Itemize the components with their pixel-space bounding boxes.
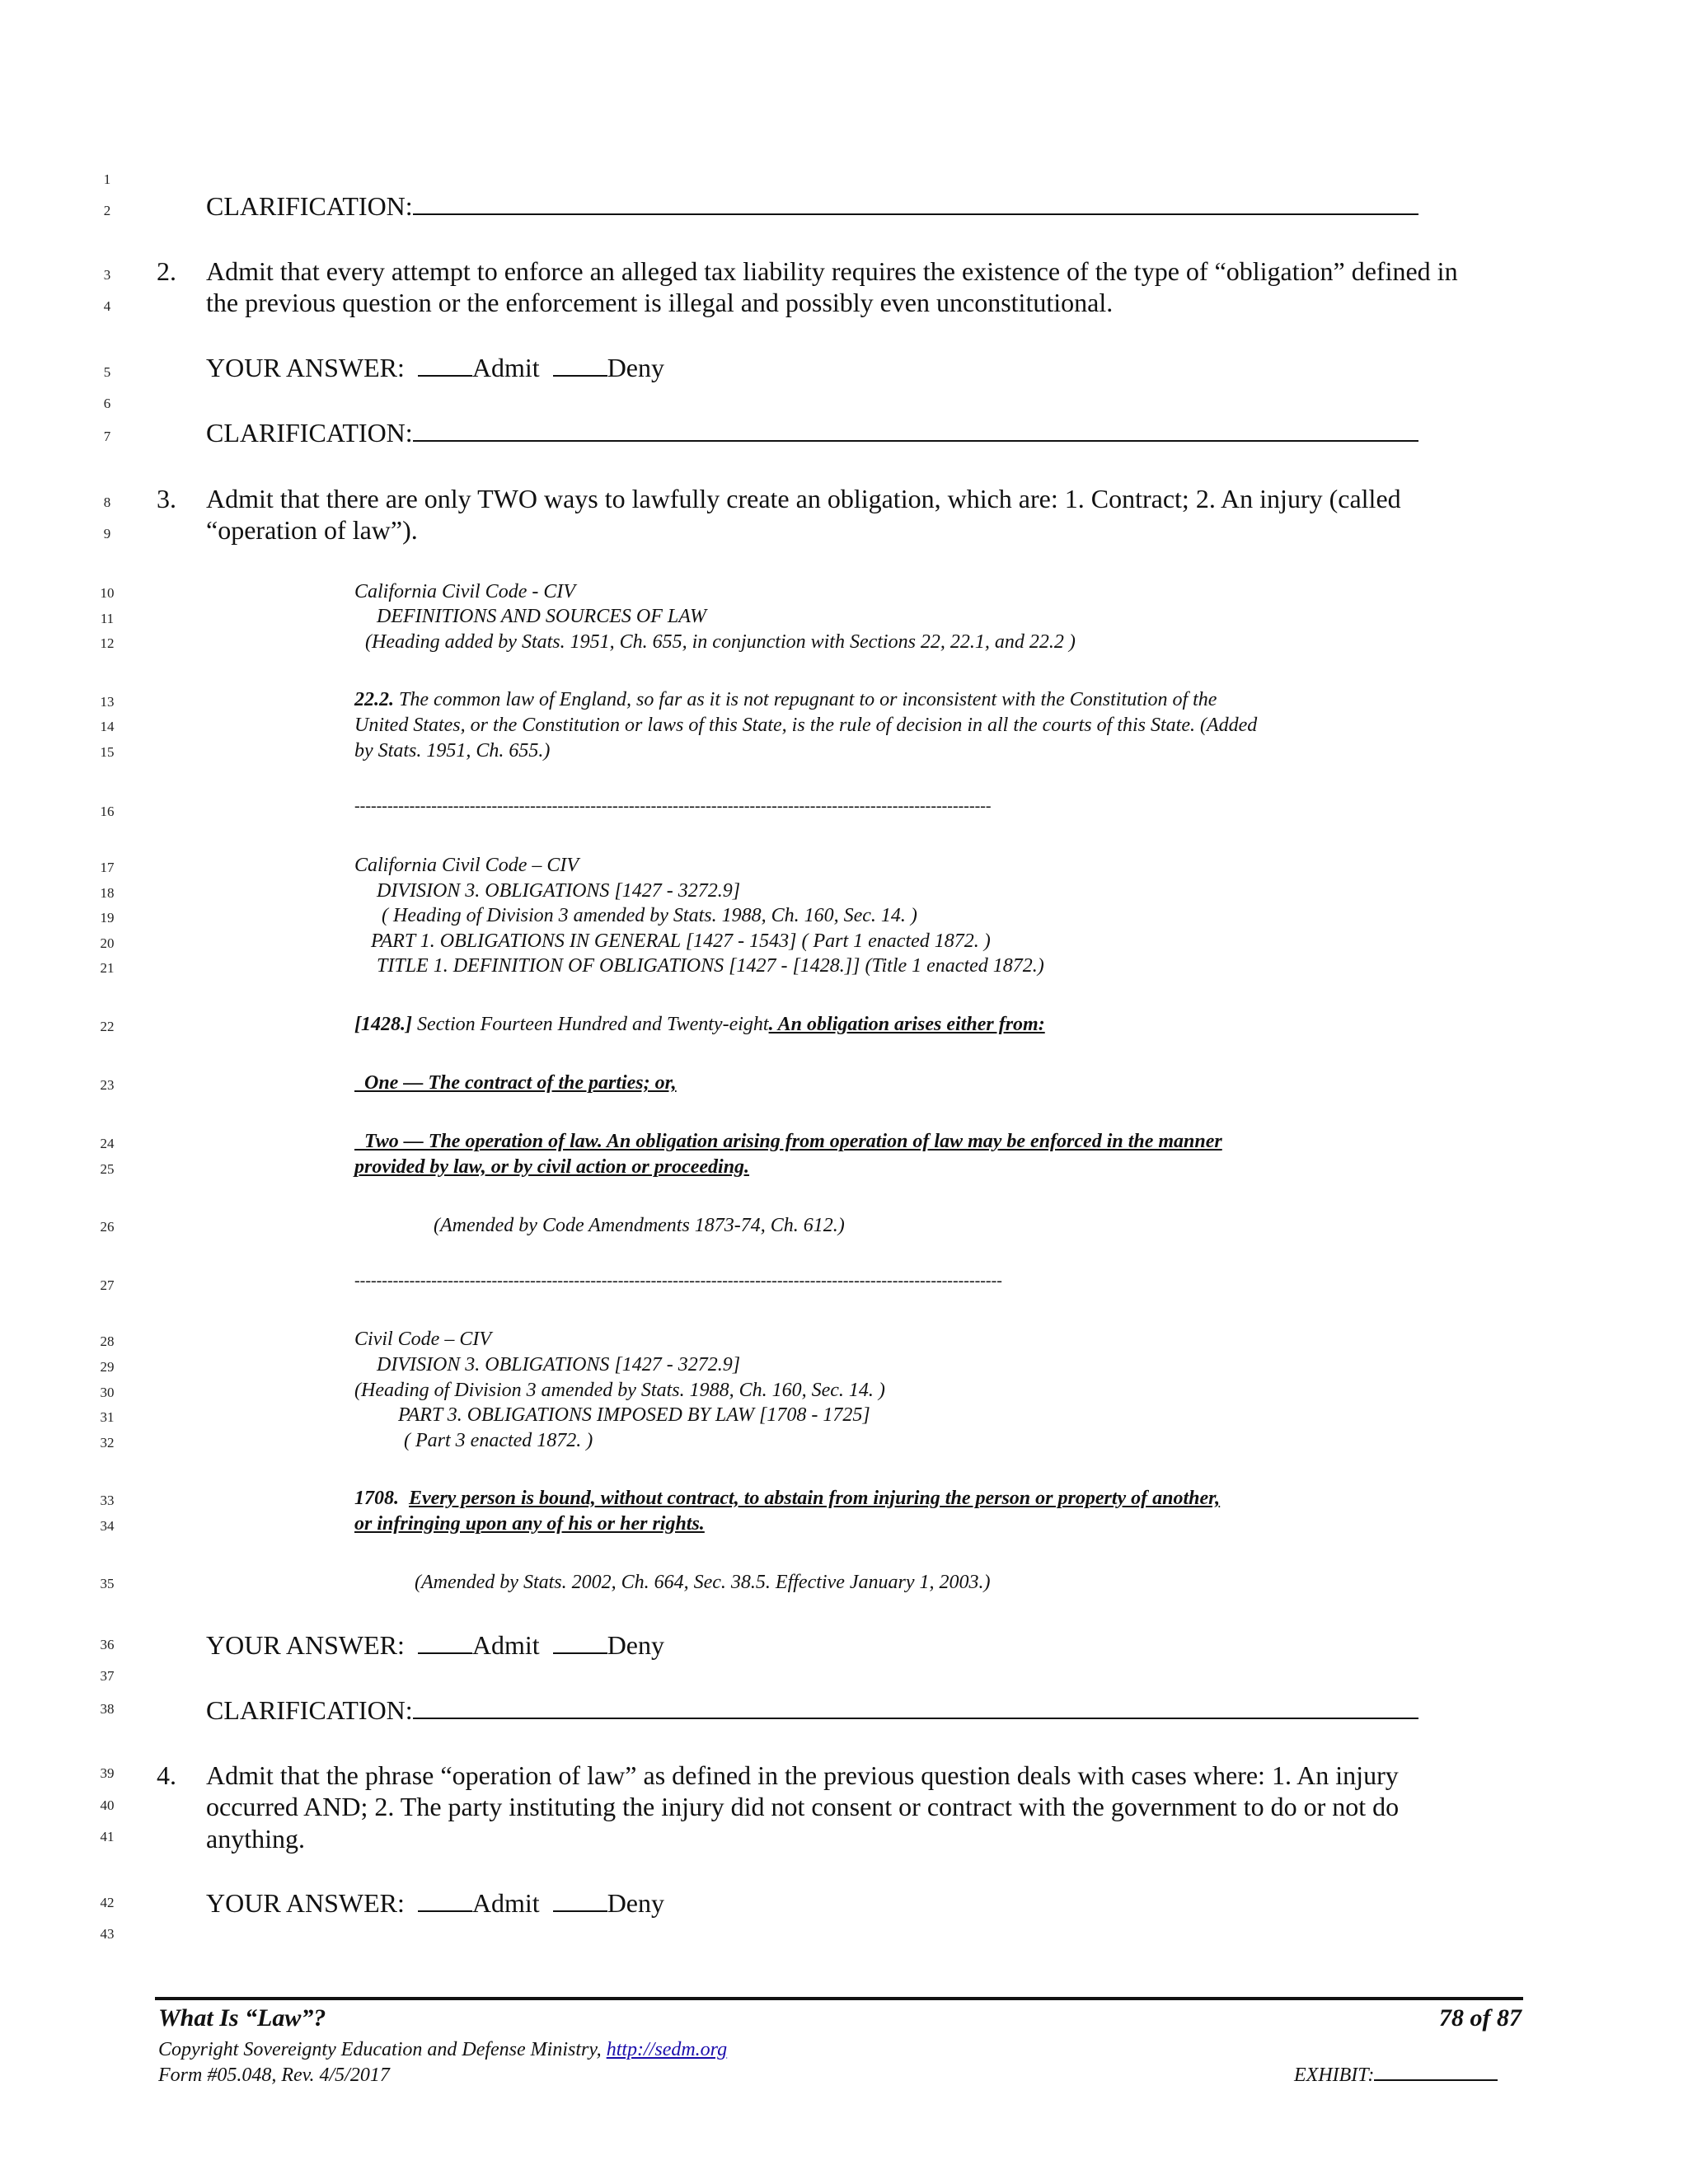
question-number: 3. — [157, 484, 176, 513]
question-text-line: anything. — [206, 1824, 305, 1854]
line-number: 14 — [100, 719, 115, 734]
quote-paragraph: United States, or the Constitution or laws of this State, is the rule of decision in all the courts of this State. (Added — [354, 715, 1258, 736]
clarification-line — [206, 1695, 1418, 1726]
quote-heading: (Heading added by Stats. 1951, Ch. 655, in conjunction with Sections 22, 22.1, and 22.2 ) — [365, 631, 1076, 653]
clarification-label: CLARIFICATION: — [206, 418, 413, 448]
quote-heading: (Heading of Division 3 amended by Stats. 1988, Ch. 160, Sec. 14. ) — [354, 1380, 885, 1401]
line-number: 33 — [100, 1493, 115, 1508]
line-number: 39 — [100, 1765, 115, 1781]
line-number: 43 — [100, 1926, 115, 1942]
quote-heading: DIVISION 3. OBLIGATIONS [1427 - 3272.9] — [377, 1354, 741, 1376]
quote-heading: PART 1. OBLIGATIONS IN GENERAL [1427 - 1543] ( Part 1 enacted 1872. ) — [371, 930, 991, 952]
quote-paragraph — [354, 1488, 1220, 1510]
line-number: 32 — [100, 1435, 115, 1451]
quote-heading: Civil Code – CIV — [354, 1329, 491, 1350]
line-number: 17 — [100, 860, 115, 875]
question-text-line: Admit that every attempt to enforce an alleged tax liability requires the existence of the type of “obligation” defined in — [206, 256, 1458, 286]
line-number: 2 — [103, 203, 111, 218]
question-text-line: Admit that there are only TWO ways to lawfully create an obligation, which are: 1. Contract; 2. An injury (called — [206, 484, 1401, 513]
line-number: 26 — [100, 1219, 115, 1235]
line-number: 34 — [100, 1518, 115, 1534]
clarification-blank[interactable] — [413, 440, 1418, 442]
line-number: 24 — [100, 1136, 115, 1151]
quote-emphasis: Two — The operation of law. An obligation arising from operation of law may be enforced in the manner — [354, 1131, 1222, 1152]
clarification-line — [206, 418, 1418, 448]
quote-paragraph: by Stats. 1951, Ch. 655.) — [354, 740, 551, 762]
quote-paragraph — [354, 1014, 1045, 1036]
quote-emphasis: provided by law, or by civil action or proceeding. — [354, 1156, 750, 1178]
question-number: 4. — [157, 1760, 176, 1790]
deny-label: Deny — [607, 1630, 664, 1660]
line-number: 8 — [103, 494, 111, 510]
admit-blank[interactable] — [418, 375, 472, 377]
line-number: 10 — [100, 585, 115, 601]
line-number: 21 — [100, 960, 115, 976]
quote-emphasis: Every person is bound, without contract, to abstain from injuring the person or property of another, — [409, 1488, 1221, 1509]
clarification-blank[interactable] — [413, 213, 1418, 215]
admit-label: Admit — [471, 1888, 540, 1918]
separator: -------------------------------------------------------------------------------------------------------------------- — [354, 797, 992, 815]
exhibit-label: EXHIBIT: — [1294, 2064, 1375, 2086]
footer-page-number: 78 of 87 — [1439, 2004, 1522, 2032]
question-text-line: “operation of law”). — [206, 515, 418, 545]
line-number: 40 — [100, 1797, 115, 1813]
answer-label: YOUR ANSWER: — [206, 1630, 405, 1660]
line-number: 42 — [100, 1895, 115, 1910]
admit-blank[interactable] — [418, 1652, 472, 1654]
question-text-line: occurred AND; 2. The party instituting the injury did not consent or contract with the government to do or not do — [206, 1792, 1400, 1821]
question-text-line: the previous question or the enforcement is illegal and possibly even unconstitutional. — [206, 288, 1114, 317]
line-number: 22 — [100, 1019, 115, 1034]
line-number: 37 — [100, 1668, 115, 1684]
line-number: 15 — [100, 744, 115, 760]
question-text-line: Admit that the phrase “operation of law” as defined in the previous question deals with cases where: 1. An injury — [206, 1760, 1399, 1790]
quote-heading: TITLE 1. DEFINITION OF OBLIGATIONS [1427 - [1428.]] (Title 1 enacted 1872.) — [377, 955, 1044, 977]
quote-text: The common law of England, so far as it is not repugnant to or inconsistent with the Constitution of the — [394, 689, 1217, 710]
line-number: 38 — [100, 1701, 115, 1717]
quote-heading: PART 3. OBLIGATIONS IMPOSED BY LAW [1708 - 1725] — [398, 1404, 870, 1426]
line-number: 41 — [100, 1829, 115, 1844]
clarification-blank[interactable] — [413, 1718, 1418, 1719]
admit-label: Admit — [471, 353, 540, 382]
line-number: 20 — [100, 935, 115, 951]
footer-link[interactable]: http://sedm.org — [606, 2039, 728, 2060]
line-number: 19 — [100, 910, 115, 926]
footer-rule — [155, 1997, 1523, 2000]
line-number: 35 — [100, 1576, 115, 1591]
line-number: 1 — [103, 171, 111, 187]
deny-blank[interactable] — [553, 1652, 607, 1654]
footer-title: What Is “Law”? — [158, 2004, 326, 2032]
line-number: 23 — [100, 1077, 115, 1093]
quote-heading: DIVISION 3. OBLIGATIONS [1427 - 3272.9] — [377, 880, 741, 902]
line-number: 31 — [100, 1409, 115, 1425]
exhibit-blank[interactable] — [1374, 2079, 1498, 2081]
quote-paragraph — [354, 689, 1217, 711]
line-number: 27 — [100, 1277, 115, 1293]
section-number: 22.2. — [354, 689, 394, 710]
line-number: 11 — [100, 611, 115, 626]
footer-copyright — [158, 2039, 727, 2061]
line-number: 29 — [100, 1359, 115, 1375]
clarification-label: CLARIFICATION: — [206, 191, 413, 221]
quote-heading: ( Part 3 enacted 1872. ) — [404, 1430, 593, 1451]
admit-label: Admit — [471, 1630, 540, 1660]
answer-label: YOUR ANSWER: — [206, 1888, 405, 1918]
quote-heading: DEFINITIONS AND SOURCES OF LAW — [377, 606, 706, 627]
quote-text: Section Fourteen Hundred and Twenty-eight — [411, 1014, 769, 1035]
answer-line — [206, 353, 664, 383]
line-number: 3 — [103, 267, 111, 283]
clarification-line — [206, 191, 1418, 222]
section-number: [1428.] — [354, 1014, 412, 1035]
line-number: 9 — [103, 526, 111, 541]
quote-emphasis: or infringing upon any of his or her rights. — [354, 1513, 705, 1535]
deny-label: Deny — [607, 353, 664, 382]
line-number: 5 — [103, 364, 111, 380]
copyright-text: Copyright Sovereignty Education and Defense Ministry, — [158, 2039, 607, 2060]
clarification-label: CLARIFICATION: — [206, 1695, 413, 1725]
quote-heading: California Civil Code - CIV — [354, 581, 575, 602]
deny-label: Deny — [607, 1888, 664, 1918]
quote-heading: ( Heading of Division 3 amended by Stats. 1988, Ch. 160, Sec. 14. ) — [382, 905, 917, 926]
answer-line — [206, 1630, 664, 1661]
line-number: 30 — [100, 1385, 115, 1400]
quote-emphasis: One — The contract of the parties; or, — [354, 1072, 677, 1094]
line-number: 4 — [103, 298, 111, 314]
answer-line — [206, 1888, 664, 1919]
separator: ---------------------------------------------------------------------------------------------------------------------- — [354, 1272, 1002, 1290]
line-number: 25 — [100, 1161, 115, 1177]
line-number: 16 — [100, 804, 115, 819]
deny-blank[interactable] — [553, 1910, 607, 1912]
section-number: 1708. — [354, 1488, 399, 1509]
quote-emphasis: . An obligation arises either from: — [768, 1014, 1045, 1035]
line-number: 36 — [100, 1637, 115, 1652]
line-number: 13 — [100, 694, 115, 710]
quote-amended: (Amended by Code Amendments 1873-74, Ch. 612.) — [434, 1215, 845, 1236]
line-number: 18 — [100, 885, 115, 901]
line-number: 28 — [100, 1333, 115, 1349]
admit-blank[interactable] — [418, 1910, 472, 1912]
deny-blank[interactable] — [553, 375, 607, 377]
question-number: 2. — [157, 256, 176, 286]
line-number: 12 — [100, 635, 115, 651]
footer-exhibit — [1294, 2064, 1498, 2087]
line-number: 6 — [103, 396, 111, 411]
quote-amended: (Amended by Stats. 2002, Ch. 664, Sec. 38.5. Effective January 1, 2003.) — [415, 1572, 991, 1593]
quote-heading: California Civil Code – CIV — [354, 855, 579, 876]
answer-label: YOUR ANSWER: — [206, 353, 405, 382]
line-number: 7 — [103, 429, 111, 444]
footer-form-number: Form #05.048, Rev. 4/5/2017 — [158, 2064, 390, 2086]
